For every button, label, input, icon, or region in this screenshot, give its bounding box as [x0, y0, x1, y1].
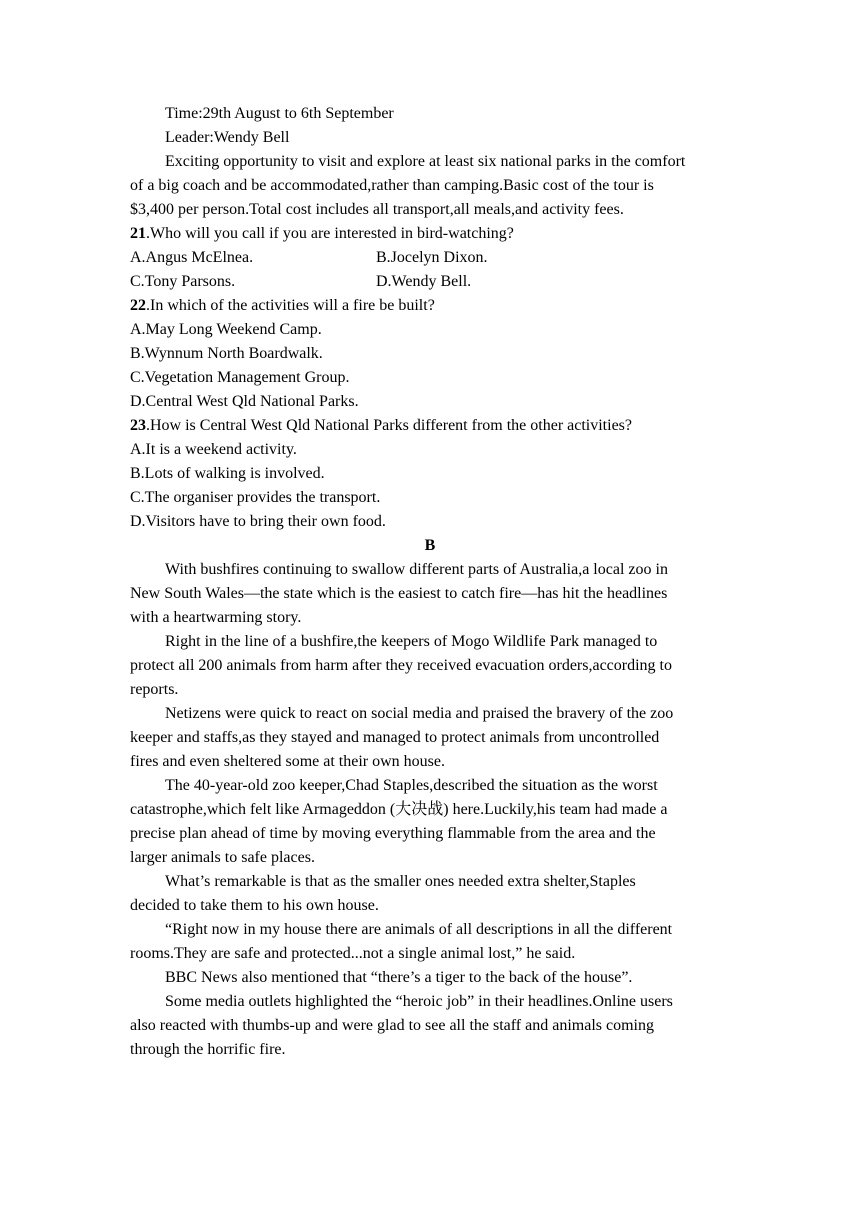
- option-d: D.Wendy Bell.: [376, 273, 472, 290]
- option-c: C.The organiser provides the transport.: [130, 489, 381, 506]
- paragraph-line: The 40-year-old zoo keeper,Chad Staples,described the situation as the worst: [165, 777, 658, 794]
- paragraph-line: decided to take them to his own house.: [130, 897, 379, 914]
- question-text: .How is Central West Qld National Parks different from the other activities?: [146, 417, 632, 434]
- passage-paragraph: [130, 870, 730, 918]
- paragraph-line: protect all 200 animals from harm after they received evacuation orders,according to: [130, 657, 672, 674]
- passage-paragraph: [130, 966, 730, 990]
- paragraph-line: What’s remarkable is that as the smaller ones needed extra shelter,Staples: [165, 873, 636, 890]
- paragraph-line: keeper and staffs,as they stayed and managed to protect animals from uncontrolled: [130, 729, 660, 746]
- paragraph-line: rooms.They are safe and protected...not a single animal lost,” he said.: [130, 945, 576, 962]
- question-21: [130, 222, 730, 294]
- option-d: D.Central West Qld National Parks.: [130, 393, 359, 410]
- tour-description-line: Exciting opportunity to visit and explore at least six national parks in the comfort: [165, 153, 686, 170]
- option-d: D.Visitors have to bring their own food.: [130, 513, 386, 530]
- option-a: A.It is a weekend activity.: [130, 441, 297, 458]
- options-row: [130, 270, 730, 294]
- passage-paragraph: [130, 630, 730, 702]
- passage-paragraph: [130, 774, 730, 870]
- question-22: [130, 294, 730, 414]
- question-number: 23: [130, 417, 146, 434]
- question-stem: [130, 414, 730, 438]
- passage-paragraph: [130, 918, 730, 966]
- paragraph-line: Netizens were quick to react on social media and praised the bravery of the zoo: [165, 705, 674, 722]
- option-a: A.Angus McElnea.: [130, 249, 254, 266]
- option-b: B.Jocelyn Dixon.: [376, 249, 488, 266]
- paragraph-line: fires and even sheltered some at their own house.: [130, 753, 446, 770]
- question-stem: [130, 294, 730, 318]
- paragraph-line: larger animals to safe places.: [130, 849, 315, 866]
- tour-info: [130, 102, 730, 222]
- option-b: B.Wynnum North Boardwalk.: [130, 345, 323, 362]
- option-b: B.Lots of walking is involved.: [130, 465, 325, 482]
- tour-description-line: $3,400 per person.Total cost includes all transport,all meals,and activity fees.: [130, 201, 624, 218]
- paragraph-line: With bushfires continuing to swallow different parts of Australia,a local zoo in: [165, 561, 668, 578]
- section-title: B: [424, 537, 436, 554]
- paragraph-line: Some media outlets highlighted the “heroic job” in their headlines.Online users: [165, 993, 673, 1010]
- question-text: .Who will you call if you are interested in bird-watching?: [146, 225, 514, 242]
- tour-description-line: of a big coach and be accommodated,rather than camping.Basic cost of the tour is: [130, 177, 654, 194]
- question-number: 22: [130, 297, 146, 314]
- paragraph-line: Right in the line of a bushfire,the keepers of Mogo Wildlife Park managed to: [165, 633, 658, 650]
- paragraph-line: with a heartwarming story.: [130, 609, 302, 626]
- question-number: 21: [130, 225, 146, 242]
- passage-paragraph: [130, 990, 730, 1062]
- question-stem: [130, 222, 730, 246]
- paragraph-line: New South Wales—the state which is the easiest to catch fire—has hit the headlines: [130, 585, 668, 602]
- option-c: C.Tony Parsons.: [130, 273, 236, 290]
- paragraph-line: precise plan ahead of time by moving everything flammable from the area and the: [130, 825, 656, 842]
- tour-leader: Leader:Wendy Bell: [165, 129, 290, 146]
- paragraph-line: also reacted with thumbs-up and were glad to see all the staff and animals coming: [130, 1017, 654, 1034]
- document-page: [130, 102, 730, 1062]
- passage-paragraph: [130, 558, 730, 630]
- question-23: [130, 414, 730, 534]
- option-c: C.Vegetation Management Group.: [130, 369, 350, 386]
- passage-paragraph: [130, 702, 730, 774]
- options-row: [130, 246, 730, 270]
- paragraph-line: BBC News also mentioned that “there’s a tiger to the back of the house”.: [165, 969, 633, 986]
- paragraph-line: catastrophe,which felt like Armageddon (大决战) here.Luckily,his team had made a: [130, 801, 668, 818]
- tour-time: Time:29th August to 6th September: [165, 105, 394, 122]
- paragraph-line: through the horrific fire.: [130, 1041, 286, 1058]
- paragraph-line: reports.: [130, 681, 179, 698]
- option-a: A.May Long Weekend Camp.: [130, 321, 322, 338]
- paragraph-line: “Right now in my house there are animals of all descriptions in all the different: [165, 921, 673, 938]
- question-text: .In which of the activities will a fire be built?: [146, 297, 435, 314]
